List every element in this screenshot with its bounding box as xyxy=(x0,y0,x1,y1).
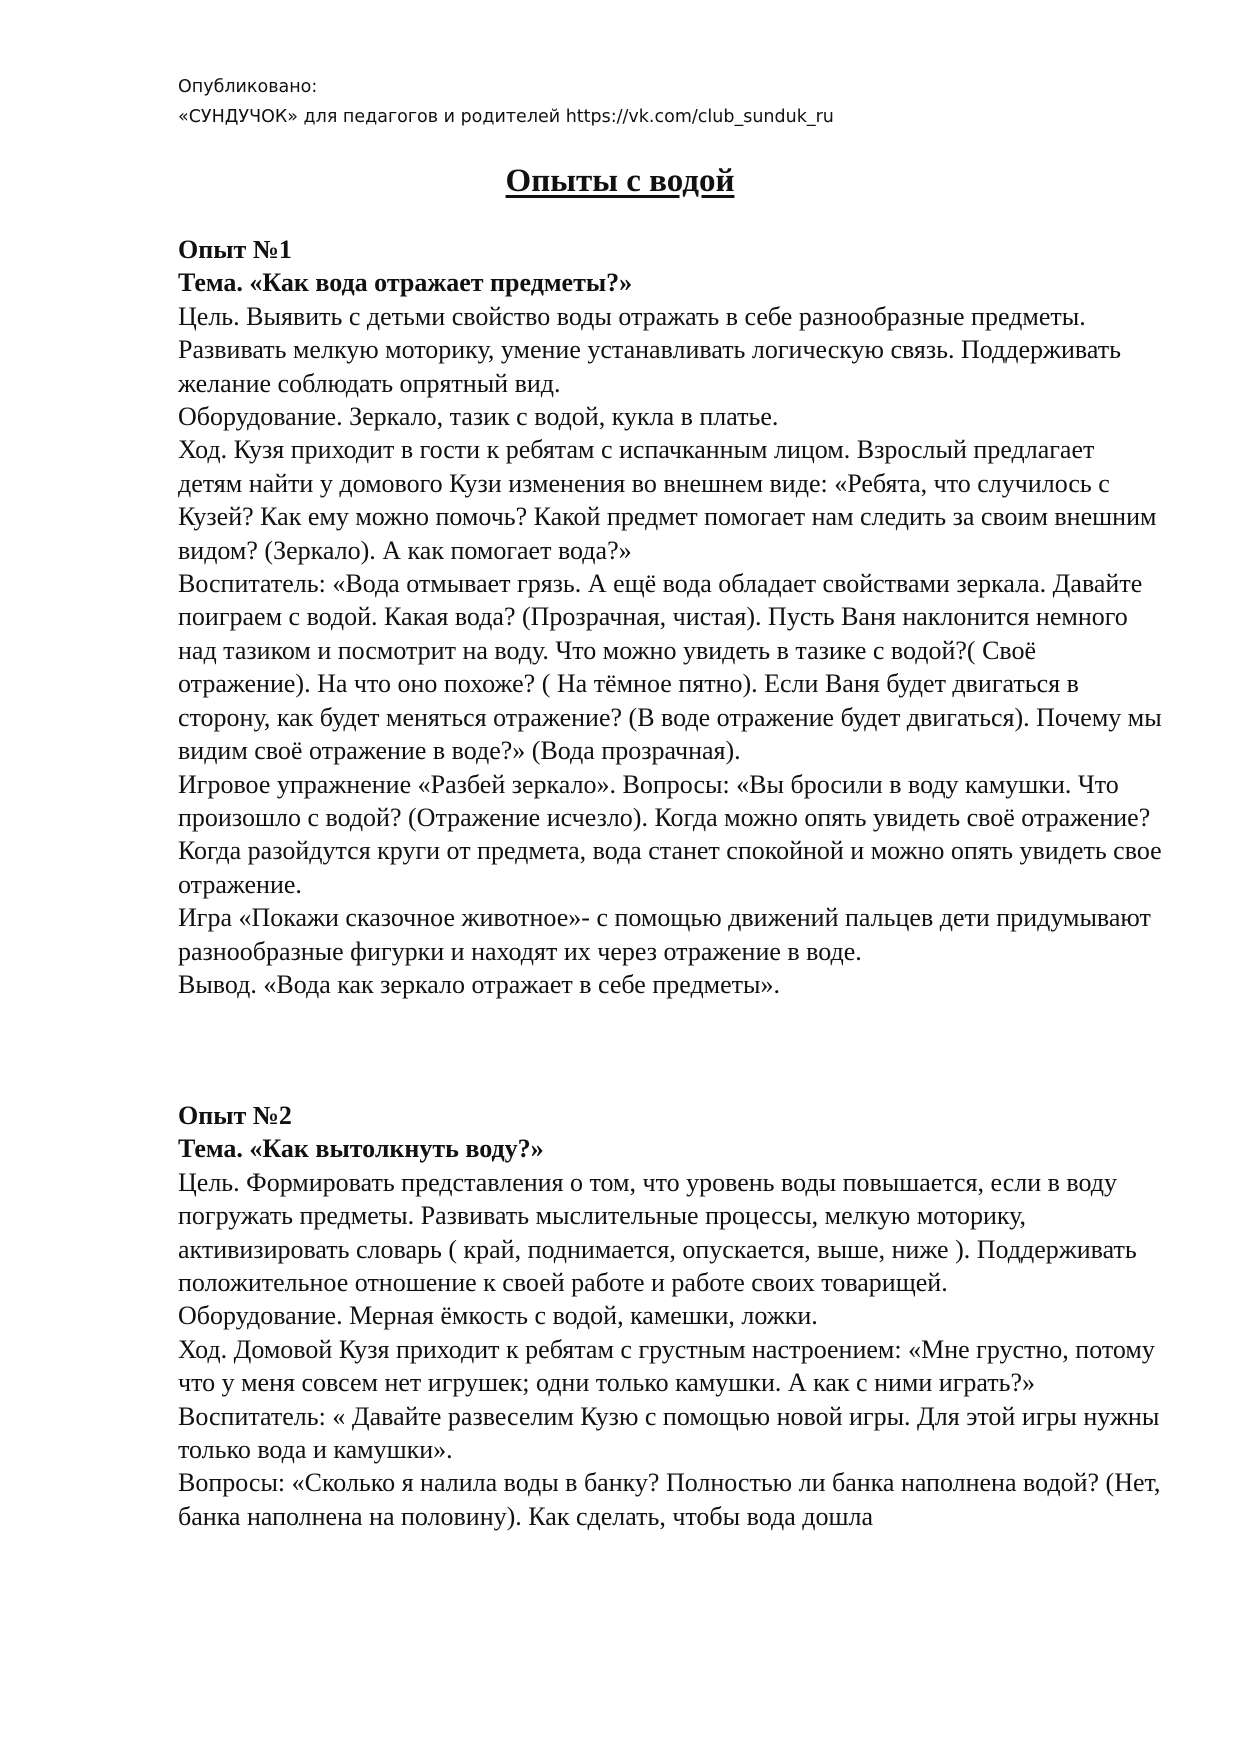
experiment-1 xyxy=(178,233,1163,1001)
experiment-topic: Тема. «Как вытолкнуть воду?» xyxy=(178,1134,544,1164)
page-title: Опыты с водой xyxy=(505,163,735,199)
experiment-conclusion: Вывод. «Вода как зеркало отражает в себе предметы». xyxy=(178,969,780,999)
published-source: «СУНДУЧОК» для педагогов и родителей https://vk.com/club_sunduk_ru xyxy=(178,107,834,127)
experiment-game-exercise: Игровое упражнение «Разбей зеркало». Вопросы: «Вы бросили в воду камушки. Что произошло с водой? (Отражение исчезло). Когда можно опять увидеть своё отражение? Когда разойдутся круги от предмета, вода станет спокойной и можно опять увидеть свое отражение. xyxy=(178,769,1162,899)
experiment-heading: Опыт №2 xyxy=(178,1101,292,1130)
experiment-questions: Вопросы: «Сколько я налила воды в банку? Полностью ли банка наполнена водой? (Нет, банка наполнена на половину). Как сделать, чтобы вода дошла xyxy=(178,1468,1161,1531)
experiment-2 xyxy=(178,1099,1163,1533)
experiment-heading: Опыт №1 xyxy=(178,235,292,264)
experiment-goal: Цель. Выявить с детьми свойство воды отражать в себе разнообразные предметы. Развивать мелкую моторику, умение устанавливать логическую связь. Поддерживать желание соблюдать опрятный вид. xyxy=(178,301,1121,398)
experiment-equipment: Оборудование. Мерная ёмкость с водой, камешки, ложки. xyxy=(178,1301,818,1331)
publication-note xyxy=(178,72,834,132)
published-label: Опубликовано: xyxy=(178,77,318,97)
experiment-game: Игра «Покажи сказочное животное»- с помощью движений пальцев дети придумывают разнообразные фигурки и находят их через отражение в воде. xyxy=(178,903,1151,966)
experiment-goal: Цель. Формировать представления о том, что уровень воды повышается, если в воду погружать предметы. Развивать мыслительные процессы, мелкую моторику, активизировать словарь ( край, поднимается, опускается, выше, ниже ). Поддерживать положительное отношение к своей работе и работе своих товарищей. xyxy=(178,1167,1137,1298)
experiment-equipment: Оборудование. Зеркало, тазик с водой, кукла в платье. xyxy=(178,402,779,432)
experiment-procedure: Ход. Кузя приходит в гости к ребятам с испачканным лицом. Взрослый предлагает детям найти у домового Кузи изменения во внешнем виде: «Ребята, что случилось с Кузей? Как ему можно помочь? Какой предмет помогает нам следить за своим внешним видом? (Зеркало). А как помогает вода?» xyxy=(178,435,1157,565)
experiment-teacher-speech: Воспитатель: « Давайте развеселим Кузю с помощью новой игры. Для этой игры нужны только вода и камушки». xyxy=(178,1401,1160,1465)
experiment-topic: Тема. «Как вода отражает предметы?» xyxy=(178,268,633,298)
experiment-teacher-speech: Воспитатель: «Вода отмывает грязь. А ещё вода обладает свойствами зеркала. Давайте поиграем с водой. Какая вода? (Прозрачная, чистая). Пусть Ваня наклонится немного над тазиком и посмотрит на воду. Что можно увидеть в тазике с водой?( Своё отражение). На что оно похоже? ( На тёмное пятно). Если Ваня будет двигаться в сторону, как будет меняться отражение? (В воде отражение будет двигаться). Почему мы видим своё отражение в воде?» (Вода прозрачная). xyxy=(178,569,1162,766)
experiment-procedure: Ход. Домовой Кузя приходит к ребятам с грустным настроением: «Мне грустно, потому что у меня совсем нет игрушек; одни только камушки. А как с ними играть?» xyxy=(178,1334,1155,1398)
